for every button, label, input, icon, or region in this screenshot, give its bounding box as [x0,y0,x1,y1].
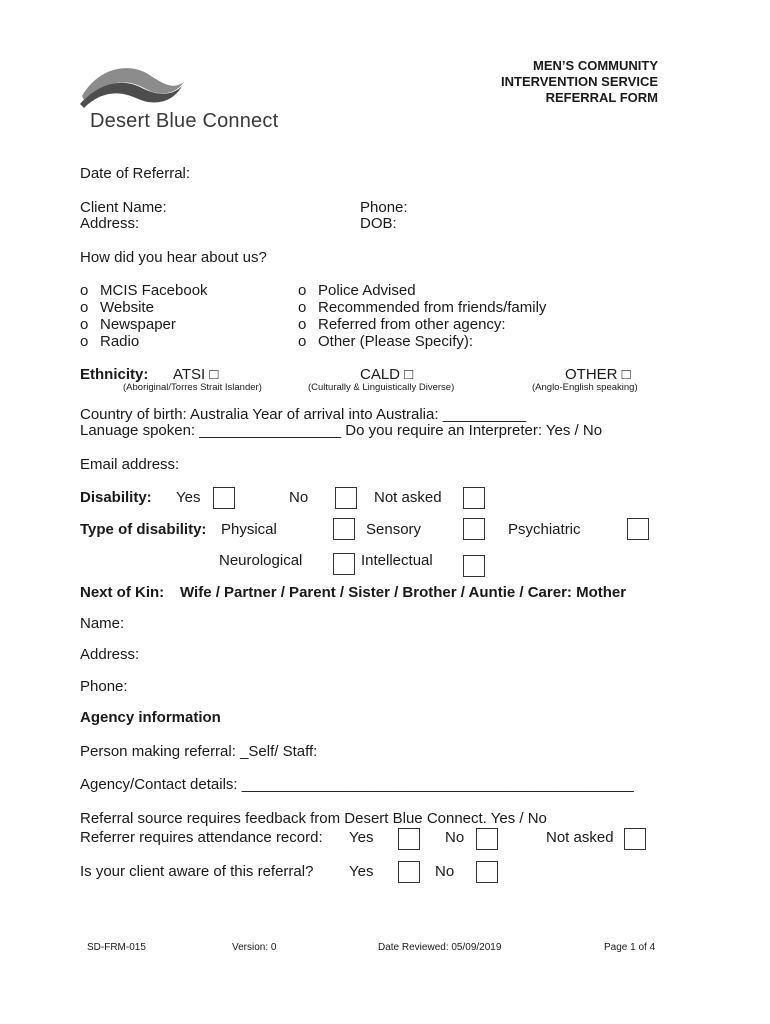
logo-swoosh-icon [78,60,188,110]
psychiatric-checkbox[interactable] [627,518,649,540]
sensory-checkbox[interactable] [463,518,485,540]
client-aware-no-checkbox[interactable] [476,861,498,883]
email-label: Email address: [80,456,180,473]
disability-no-checkbox[interactable] [335,487,357,509]
ethnicity-atsi-note: (Aboriginal/Torres Strait Islander) [123,382,262,393]
physical-checkbox[interactable] [333,518,355,540]
footer-version: Version: 0 [232,942,277,953]
disability-yes-label: Yes [176,489,201,506]
bullet-icon: o [298,316,307,333]
disability-no-label: No [289,489,309,506]
footer-page-number: Page 1 of 4 [604,942,656,953]
ethnicity-label: Ethnicity: [80,366,149,383]
attendance-not-asked-label: Not asked [546,829,614,846]
hear-about-left-list [80,282,208,350]
client-aware-yes-checkbox[interactable] [398,861,420,883]
client-aware-label: Is your client aware of this referral? [80,863,314,880]
attendance-yes-label: Yes [349,829,374,846]
ethnicity-cald-note: (Culturally & Linguistically Diverse) [308,382,455,393]
client-phone-label: Phone: [360,199,408,216]
option-newspaper[interactable]: o Newspaper [80,316,176,333]
attendance-not-asked-checkbox[interactable] [624,828,646,850]
hear-about-right-list [298,282,546,350]
option-recommended[interactable]: o Recommended from friends/family [298,299,547,316]
client-aware-yes-label: Yes [349,863,374,880]
form-title-line2: INTERVENTION SERVICE [501,74,658,89]
logo [78,60,308,140]
client-address-label: Address: [80,215,140,232]
form-title [501,58,658,106]
neurological-checkbox[interactable] [333,553,355,575]
ethnicity-other-note: (Anglo-English speaking) [532,382,638,393]
neurological-label: Neurological [219,552,303,569]
disability-not-asked-checkbox[interactable] [463,487,485,509]
client-name-label: Client Name: [80,199,167,216]
agency-heading: Agency information [80,709,221,726]
intellectual-checkbox[interactable] [463,555,485,577]
logo-text: Desert Blue Connect [90,110,279,132]
ethnicity-atsi-option[interactable]: ATSI □ [173,366,219,383]
kin-phone-label: Phone: [80,678,128,695]
bullet-icon: o [80,333,89,350]
ethnicity-other-option[interactable]: OTHER □ [565,366,631,383]
agency-contact-details: Agency/Contact details: _______________________________________________ [80,776,634,793]
disability-yes-checkbox[interactable] [213,487,235,509]
form-title-line1: MEN’S COMMUNITY [533,58,658,73]
client-dob-label: DOB: [360,215,397,232]
option-other[interactable]: o Other (Please Specify): [298,333,474,350]
option-mcis-facebook[interactable]: o MCIS Facebook [80,282,208,299]
country-of-birth-line: Country of birth: Australia Year of arrival into Australia: __________ [80,406,527,423]
form-title-line3: REFERRAL FORM [545,90,658,105]
bullet-icon: o [80,282,89,299]
ethnicity-cald-option[interactable]: CALD □ [360,366,414,383]
next-of-kin-value: Wife / Partner / Parent / Sister / Brother / Auntie / Carer: Mother [180,584,627,601]
intellectual-label: Intellectual [361,552,433,569]
attendance-no-checkbox[interactable] [476,828,498,850]
bullet-icon: o [80,316,89,333]
footer-date-reviewed: Date Reviewed: 05/09/2019 [378,942,502,953]
option-referred-agency[interactable]: o Referred from other agency: [298,316,506,333]
attendance-yes-checkbox[interactable] [398,828,420,850]
language-line: Lanuage spoken: _________________ Do you require an Interpreter: Yes / No [80,422,603,439]
sensory-label: Sensory [366,521,422,538]
disability-not-asked-label: Not asked [374,489,442,506]
disability-label: Disability: [80,489,152,506]
client-aware-no-label: No [435,863,455,880]
date-of-referral-label: Date of Referral: [80,165,191,182]
bullet-icon: o [298,282,307,299]
psychiatric-label: Psychiatric [508,521,581,538]
physical-label: Physical [221,521,277,538]
option-police-advised[interactable]: o Police Advised [298,282,416,299]
kin-name-label: Name: [80,615,125,632]
attendance-no-label: No [445,829,465,846]
footer-form-code: SD-FRM-015 [87,942,146,953]
bullet-icon: o [298,333,307,350]
option-website[interactable]: o Website [80,299,154,316]
person-making-referral: Person making referral: _Self/ Staff: [80,743,318,760]
feedback-line: Referral source requires feedback from Desert Blue Connect. Yes / No [80,810,547,827]
option-radio[interactable]: o Radio [80,333,140,350]
bullet-icon: o [80,299,89,316]
next-of-kin-label: Next of Kin: [80,584,165,601]
type-of-disability-label: Type of disability: [80,521,207,538]
attendance-label: Referrer requires attendance record: [80,829,323,846]
bullet-icon: o [298,299,307,316]
kin-address-label: Address: [80,646,140,663]
hear-about-question: How did you hear about us? [80,249,267,266]
